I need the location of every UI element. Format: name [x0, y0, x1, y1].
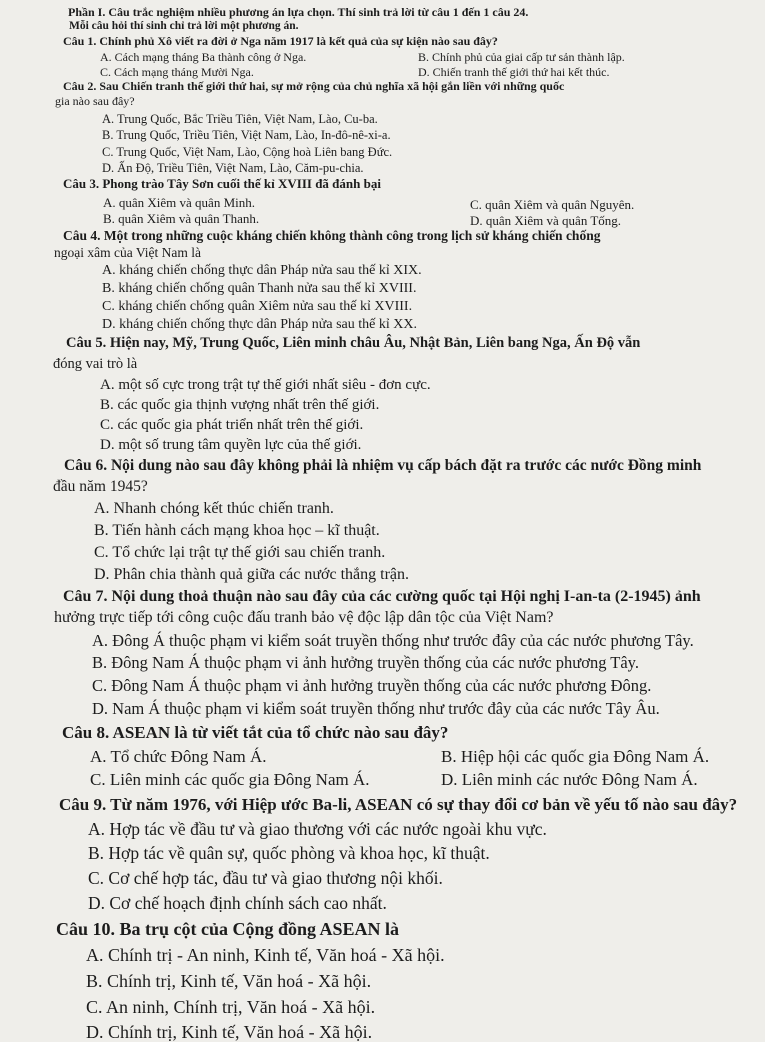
option: B. Tiến hành cách mạng khoa học – kĩ thuật.: [94, 522, 380, 539]
option: B. Trung Quốc, Triều Tiên, Việt Nam, Lào, In-đô-nê-xi-a.: [102, 128, 391, 142]
option: B. Chính phủ của giai cấp tư sản thành lập.: [418, 50, 625, 64]
option: C. Trung Quốc, Việt Nam, Lào, Cộng hoà Liên bang Đức.: [102, 145, 393, 159]
option: A. Hợp tác về đầu tư và giao thương với các nước ngoài khu vực.: [88, 819, 547, 839]
question-stem: Câu 10. Ba trụ cột của Cộng đồng ASEAN là: [56, 919, 400, 939]
option: D. kháng chiến chống thực dân Pháp nửa sau thế kỉ XX.: [102, 317, 417, 332]
option: D. Chiến tranh thế giới thứ hai kết thúc.: [418, 65, 610, 79]
option: D. Liên minh các nước Đông Nam Á.: [441, 770, 698, 789]
question-stem: Câu 4. Một trong những cuộc kháng chiến không thành công trong lịch sử kháng chiến chống: [63, 228, 601, 243]
option: A. một số cực trong trật tự thế giới nhất siêu - đơn cực.: [100, 377, 431, 393]
question-stem: Câu 1. Chính phủ Xô viết ra đời ở Nga năm 1917 là kết quả của sự kiện nào sau đây?: [63, 34, 498, 48]
option: B. các quốc gia thịnh vượng nhất trên thế giới.: [100, 397, 380, 413]
option: B. Đông Nam Á thuộc phạm vi ảnh hưởng truyền thống của các nước phương Tây.: [92, 653, 639, 672]
section-instruction: Mỗi câu hỏi thí sinh chỉ trả lời một phương án.: [69, 20, 299, 32]
option: B. Hợp tác về quân sự, quốc phòng và khoa học, kĩ thuật.: [88, 843, 490, 863]
option: A. kháng chiến chống thực dân Pháp nửa sau thế kỉ XIX.: [102, 263, 422, 278]
section-header: Phần I. Câu trắc nghiệm nhiều phương án lựa chọn. Thí sinh trả lời từ câu 1 đến 1 câu 24.: [68, 5, 529, 19]
option: A. quân Xiêm và quân Minh.: [103, 195, 256, 210]
option: C. Đông Nam Á thuộc phạm vi ảnh hưởng truyền thống của các nước phương Đông.: [92, 676, 652, 695]
option: C. An ninh, Chính trị, Văn hoá - Xã hội.: [86, 997, 376, 1017]
question-stem: Câu 8. ASEAN là từ viết tắt của tổ chức nào sau đây?: [62, 723, 449, 742]
option: B. quân Xiêm và quân Thanh.: [103, 211, 260, 226]
question-stem-cont: đầu năm 1945?: [53, 478, 148, 495]
question-stem: Câu 6. Nội dung nào sau đây không phải là nhiệm vụ cấp bách đặt ra trước các nước Đồng minh: [64, 457, 702, 474]
question-stem-cont: ngoại xâm của Việt Nam là: [54, 245, 202, 260]
question-stem-cont: gia nào sau đây?: [55, 94, 135, 108]
question-stem: Câu 7. Nội dung thoả thuận nào sau đây của các cường quốc tại Hội nghị I-an-ta (2-1945) ảnh: [63, 588, 701, 605]
option: D. Cơ chế hoạch định chính sách cao nhất.: [88, 893, 387, 913]
option: A. Trung Quốc, Bắc Triều Tiên, Việt Nam, Lào, Cu-ba.: [102, 112, 378, 126]
option: C. Cách mạng tháng Mười Nga.: [100, 65, 254, 79]
option: C. quân Xiêm và quân Nguyên.: [470, 197, 635, 212]
option: D. Phân chia thành quả giữa các nước thắng trận.: [94, 566, 410, 583]
option: D. Chính trị, Kinh tế, Văn hoá - Xã hội.: [86, 1022, 373, 1042]
option: C. Liên minh các quốc gia Đông Nam Á.: [90, 770, 370, 789]
option: C. Cơ chế hợp tác, đầu tư và giao thương nội khối.: [88, 868, 443, 888]
option: D. Nam Á thuộc phạm vi kiểm soát truyền thống như trước đây của các nước Tây Âu.: [92, 699, 660, 718]
question-stem-cont: hưởng trực tiếp tới công cuộc đấu tranh bảo vệ độc lập dân tộc của Việt Nam?: [54, 609, 554, 626]
option: B. kháng chiến chống quân Thanh nửa sau thế kỉ XVIII.: [102, 281, 417, 296]
question-stem: Câu 3. Phong trào Tây Sơn cuối thế kỉ XVIII đã đánh bại: [63, 176, 381, 191]
option: B. Chính trị, Kinh tế, Văn hoá - Xã hội.: [86, 971, 372, 991]
option: C. Tổ chức lại trật tự thế giới sau chiến tranh.: [94, 544, 386, 561]
option: A. Nhanh chóng kết thúc chiến tranh.: [94, 500, 334, 517]
question-stem-cont: đóng vai trò là: [53, 356, 138, 372]
option: D. một số trung tâm quyền lực của thế giới.: [100, 437, 362, 453]
option: A. Tổ chức Đông Nam Á.: [90, 747, 267, 766]
option: D. Ấn Độ, Triều Tiên, Việt Nam, Lào, Căm-pu-chia.: [102, 161, 364, 175]
option: A. Đông Á thuộc phạm vi kiểm soát truyền thống như trước đây của các nước phương Tây.: [92, 631, 694, 650]
question-stem: Câu 9. Từ năm 1976, với Hiệp ước Ba-li, ASEAN có sự thay đổi cơ bản về yếu tố nào sau đây?: [59, 795, 738, 814]
option: C. các quốc gia phát triển nhất trên thế giới.: [100, 417, 364, 433]
question-stem: Câu 5. Hiện nay, Mỹ, Trung Quốc, Liên minh châu Âu, Nhật Bản, Liên bang Nga, Ấn Độ vẫn: [66, 335, 641, 351]
question-stem: Câu 2. Sau Chiến tranh thế giới thứ hai, sự mở rộng của chủ nghĩa xã hội gắn liền với những quốc: [63, 79, 565, 93]
option: B. Hiệp hội các quốc gia Đông Nam Á.: [441, 747, 710, 766]
option: C. kháng chiến chống quân Xiêm nửa sau thế kỉ XVIII.: [102, 299, 413, 314]
option: A. Cách mạng tháng Ba thành công ở Nga.: [100, 50, 307, 64]
option: D. quân Xiêm và quân Tống.: [470, 213, 622, 228]
option: A. Chính trị - An ninh, Kinh tế, Văn hoá - Xã hội.: [86, 945, 445, 965]
